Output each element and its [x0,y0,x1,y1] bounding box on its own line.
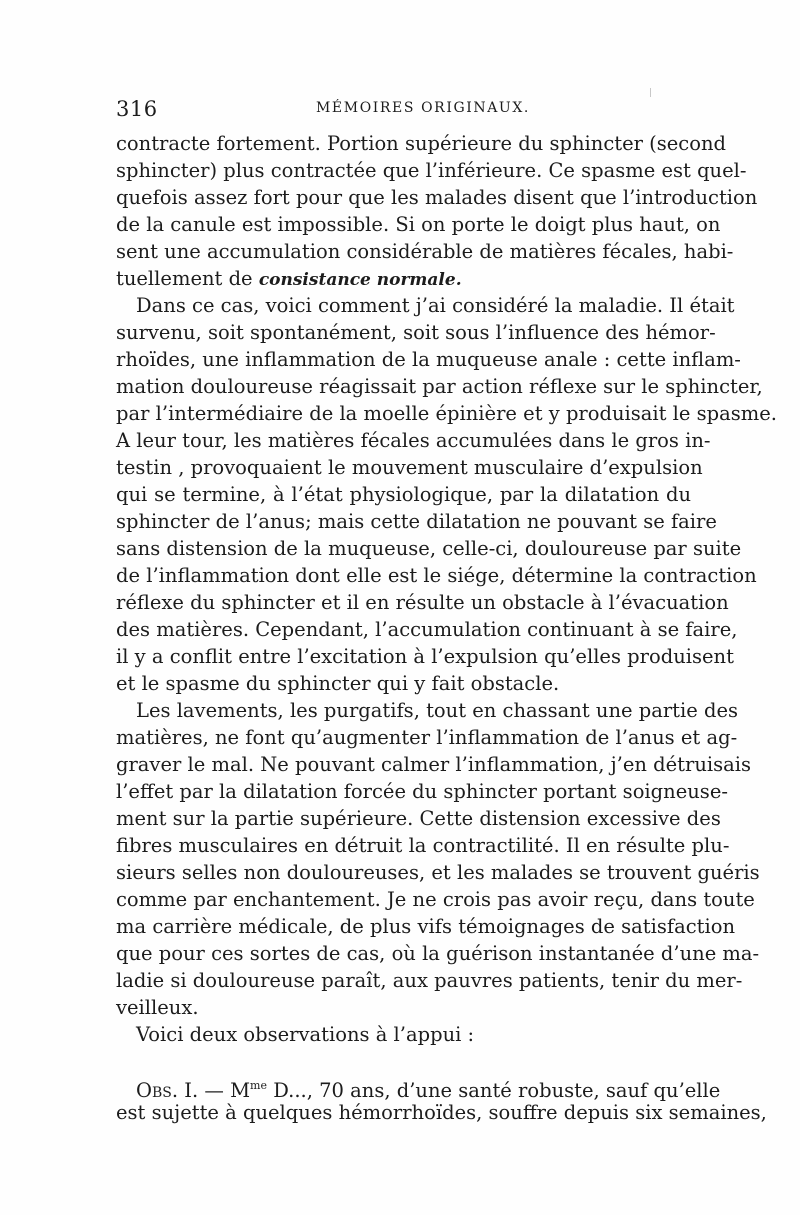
text-line [116,265,691,292]
text-line: réflexe du sphincter et il en résulte un obstacle à l’évacuation [116,591,729,614]
text-line: que pour ces sortes de cas, où la guérison instantanée d’une ma- [116,942,760,965]
italic-phrase: consistance normale. [258,270,462,290]
text-line: sans distension de la muqueuse, celle-ci, douloureuse par suite [116,537,742,560]
text-line: qui se termine, à l’état physiologique, par la dilatation du [116,483,691,506]
text-line: sphincter) plus contractée que l’inférieure. Ce spasme est quel- [116,159,747,182]
page-number: 316 [116,97,158,121]
text-line: ment sur la partie supérieure. Cette distension excessive des [116,807,721,830]
text-line: ladie si douloureuse paraît, aux pauvres patients, tenir du mer- [116,969,743,992]
text-line: Voici deux observations à l’appui : [136,1023,475,1046]
text-line: et le spasme du sphincter qui y fait obstacle. [116,672,560,695]
page-header [116,97,688,125]
text-line: A leur tour, les matières fécales accumulées dans le gros in- [116,429,711,452]
text-line: de l’inflammation dont elle est le siége, détermine la contraction [116,564,757,587]
text-line: fibres musculaires en détruit la contractilité. Il en résulte plu- [116,834,730,857]
text-line: survenu, soit spontanément, soit sous l’influence des hémor- [116,321,716,344]
text-fragment: tuellement de [116,267,253,290]
superscript: me [250,1079,267,1092]
text-line: sieurs selles non douloureuses, et les malades se trouvent guéris [116,861,760,884]
text-line: sphincter de l’anus; mais cette dilatation ne pouvant se faire [116,510,717,533]
text-line: comme par enchantement. Je ne crois pas avoir reçu, dans toute [116,888,755,911]
text-line: quefois assez fort pour que les malades disent que l’introduction [116,186,758,209]
text-line: Dans ce cas, voici comment j’ai considéré la maladie. Il était [136,294,735,317]
text-fragment: — M [204,1079,251,1102]
text-line: contracte fortement. Portion supérieure du sphincter (second [116,132,727,155]
text-line: graver le mal. Ne pouvant calmer l’inflammation, j’en détruisais [116,753,752,776]
text-line: matières, ne font qu’augmenter l’inflammation de l’anus et ag- [116,726,738,749]
text-line: testin , provoquaient le mouvement musculaire d’expulsion [116,456,703,479]
paper-speck [650,88,651,97]
text-line: est sujette à quelques hémorrhoïdes, souffre depuis six semaines, [116,1101,767,1124]
observation-line [116,1072,721,1102]
text-line: veilleux. [116,996,199,1019]
text-line: sent une accumulation considérable de matières fécales, habi- [116,240,734,263]
text-fragment: D..., 70 ans, d’une santé robuste, sauf qu’elle [273,1079,721,1102]
text-line: de la canule est impossible. Si on porte le doigt plus haut, on [116,213,721,236]
text-line: ma carrière médicale, de plus vifs témoignages de satisfaction [116,915,736,938]
text-line: des matières. Cependant, l’accumulation continuant à se faire, [116,618,738,641]
text-line: Les lavements, les purgatifs, tout en chassant une partie des [136,699,739,722]
observation-label: Obs. I. [136,1079,199,1102]
text-line: par l’intermédiaire de la moelle épinière et y produisait le spasme. [116,402,777,425]
text-line: mation douloureuse réagissait par action réflexe sur le sphincter, [116,375,763,398]
text-line: il y a conflit entre l’excitation à l’expulsion qu’elles produisent [116,645,734,668]
running-title: MÉMOIRES ORIGINAUX. [316,100,530,116]
text-line: rhoïdes, une inflammation de la muqueuse anale : cette inflam- [116,348,741,371]
text-line: l’effet par la dilatation forcée du sphincter portant soigneuse- [116,780,728,803]
body-text [116,130,777,1126]
